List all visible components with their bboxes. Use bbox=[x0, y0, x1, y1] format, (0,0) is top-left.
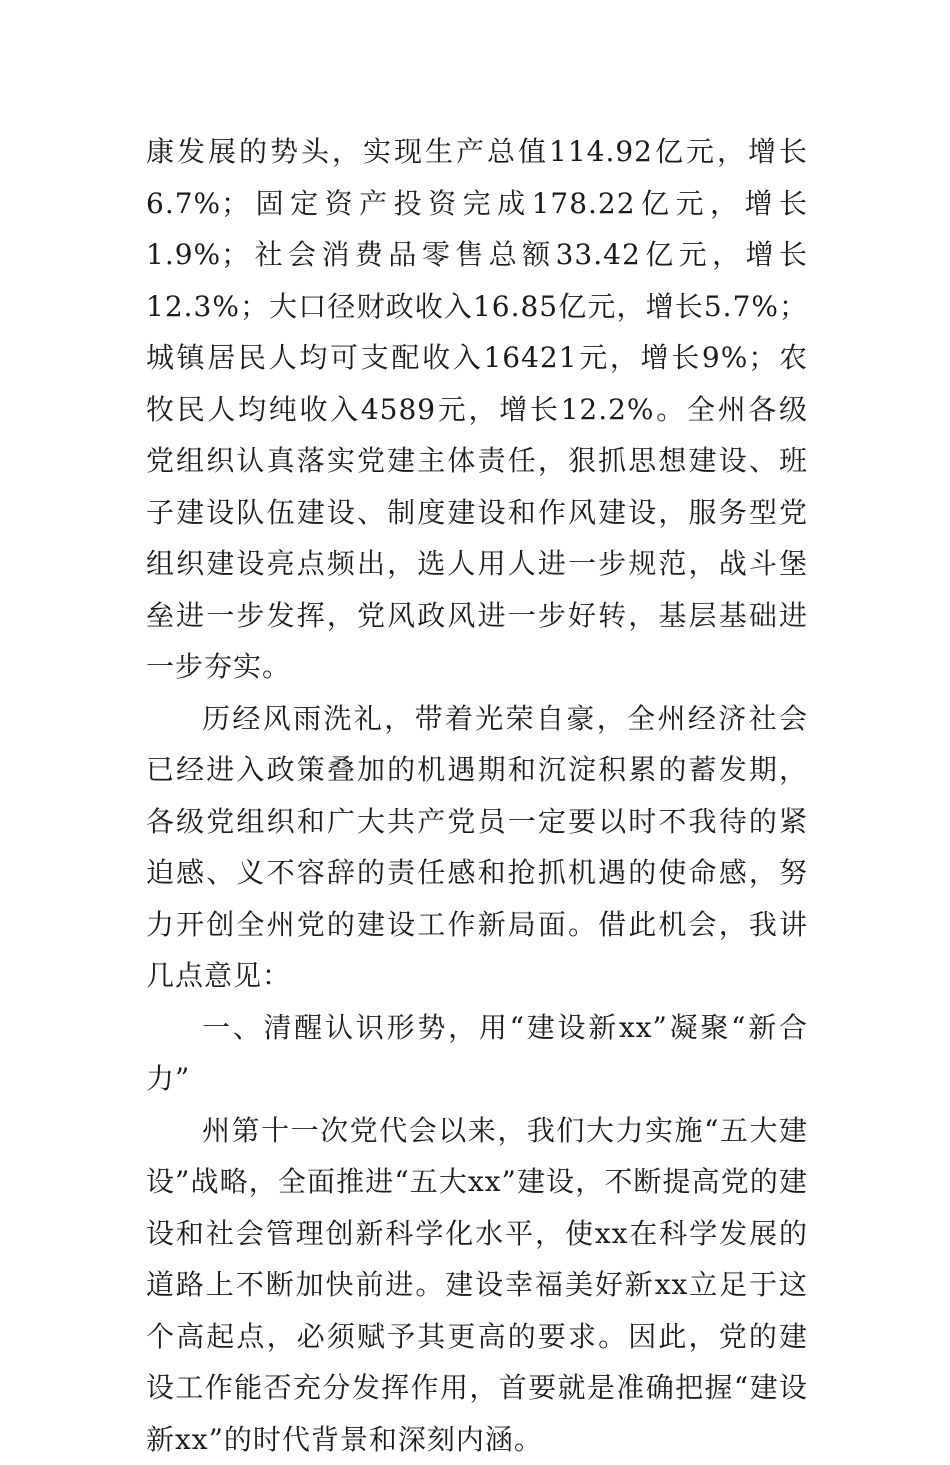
paragraph-five-constructions: 州第十一次党代会以来，我们大力实施“五大建设”战略，全面推进“五大xx”建设，不断提高党的建设和社会管理创新科学化水平，使xx在科学发展的道路上不断加快前进。建设幸福美好新xx立足于这个高起点，必须赋予其更高的要求。因此，党的建设工作能否充分发挥作用，首要就是准确把握“建设新xx”的时代背景和深刻内涵。 bbox=[146, 1105, 808, 1465]
section-heading-1: 一、清醒认识形势，用“建设新xx”凝聚“新合力” bbox=[146, 1002, 808, 1105]
document-body bbox=[146, 126, 808, 1465]
paragraph-economic-results: 康发展的势头，实现生产总值114.92亿元，增长6.7%；固定资产投资完成178.22亿元，增长1.9%；社会消费品零售总额33.42亿元，增长12.3%；大口径财政收入16.85亿元，增长5.7%；城镇居民人均可支配收入16421元，增长9%；农牧民人均纯收入4589元，增长12.2%。全州各级党组织认真落实党建主体责任，狠抓思想建设、班子建设队伍建设、制度建设和作风建设，服务型党组织建设亮点频出，选人用人进一步规范，战斗堡垒进一步发挥，党风政风进一步好转，基层基础进一步夯实。 bbox=[146, 126, 808, 693]
paragraph-opportunity: 历经风雨洗礼，带着光荣自豪，全州经济社会已经进入政策叠加的机遇期和沉淀积累的蓄发期，各级党组织和广大共产党员一定要以时不我待的紧迫感、义不容辞的责任感和抢抓机遇的使命感，努力开创全州党的建设工作新局面。借此机会，我讲几点意见： bbox=[146, 693, 808, 1002]
